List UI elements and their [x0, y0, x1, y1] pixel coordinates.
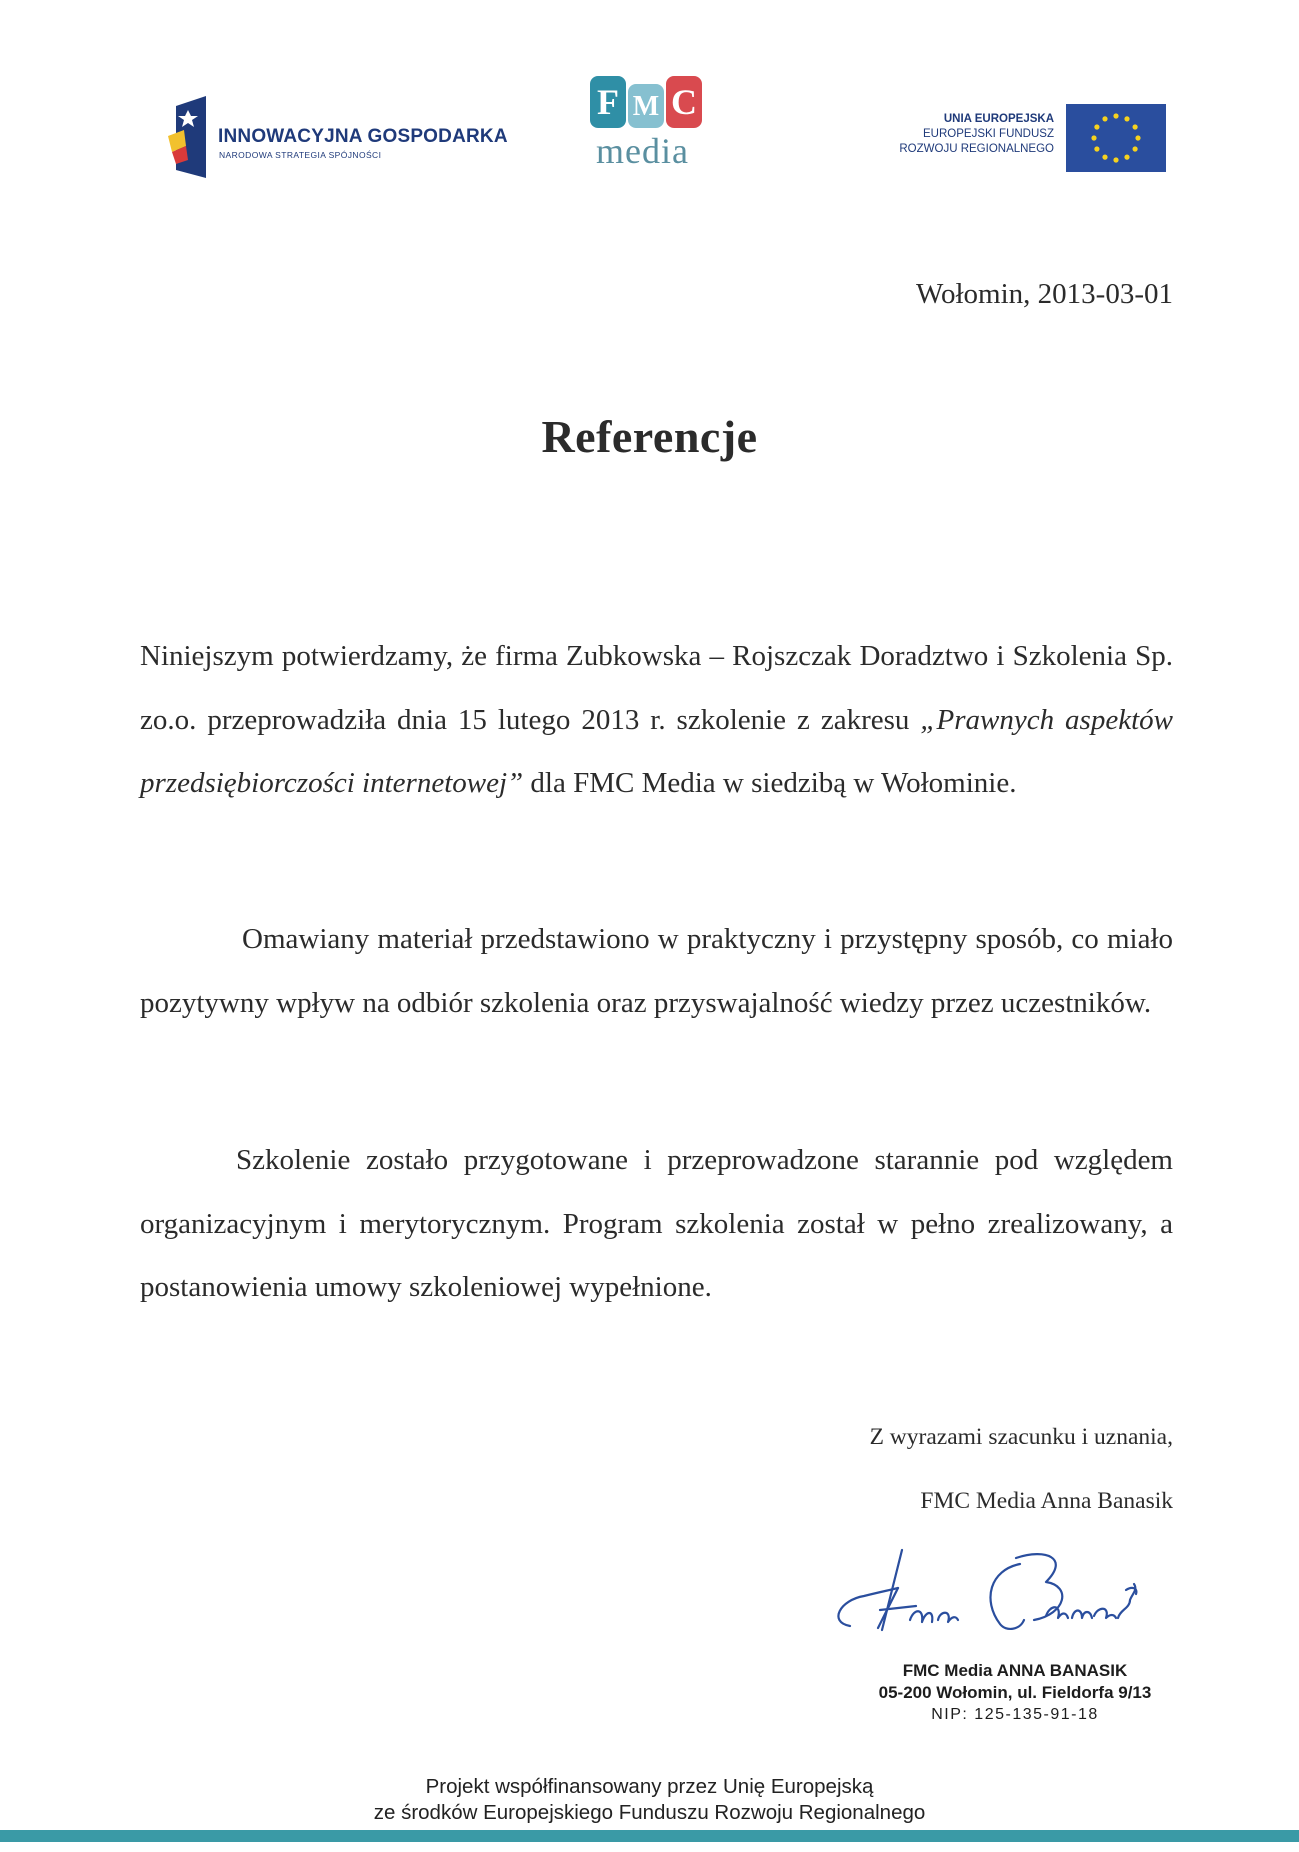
paragraph-1-part-b: dla FMC Media w siedzibą w Wołominie.	[523, 767, 1017, 799]
footer-note	[0, 1774, 1299, 1826]
eu-logo-line3: ROZWOJU REGIONALNEGO	[899, 143, 1054, 155]
eu-star-icon	[1094, 124, 1099, 129]
eu-star-icon	[1113, 157, 1118, 162]
eu-logo-line2: EUROPEJSKI FUNDUSZ	[923, 128, 1054, 140]
fmc-letter-c: C	[666, 76, 702, 128]
paragraph-1-part-a: Niniejszym potwierdzamy, że firma Zubkowska – Rojszczak Doradztwo i Szkolenia Sp. zo.o. przeprowadziła dnia 15 lutego 2013 r. szkolenie z zakresu	[140, 640, 1173, 736]
eu-star-icon	[1133, 146, 1138, 151]
eu-star-icon	[1113, 113, 1118, 118]
closing-line: Z wyrazami szacunku i uznania,	[869, 1424, 1173, 1450]
letter-title: Referencje	[541, 411, 758, 462]
letter-date: Wołomin, 2013-03-01	[915, 278, 1173, 310]
eu-star-icon	[1102, 155, 1107, 160]
eu-star-icon	[1094, 146, 1099, 151]
company-stamp	[840, 1660, 1190, 1726]
handwritten-signature	[820, 1530, 1150, 1640]
footer-line-1: Projekt współfinansowany przez Unię Europejską	[425, 1775, 874, 1798]
innowacyjna-gospodarka-logo	[168, 96, 508, 180]
fmc-letter-m: M	[628, 84, 664, 128]
eu-star-icon	[1091, 135, 1096, 140]
footer-bar	[0, 1830, 1299, 1842]
stamp-address: 05-200 Wołomin, ul. Fieldorfa 9/13	[878, 1683, 1152, 1702]
paragraph-1	[140, 625, 1173, 816]
eu-logo	[886, 104, 1166, 174]
company-name: FMC Media Anna Banasik	[920, 1488, 1173, 1514]
fmc-media-word: media	[596, 131, 689, 171]
stamp-company: FMC Media ANNA BANASIK	[902, 1661, 1128, 1680]
eu-logo-text	[899, 112, 1054, 157]
eu-logo-line1: UNIA EUROPEJSKA	[943, 113, 1054, 125]
eu-flag-icon	[1066, 104, 1166, 172]
eu-star-icon	[1135, 135, 1140, 140]
stamp-nip: NIP: 125-135-91-18	[931, 1706, 1099, 1723]
fmc-media-logo	[588, 76, 706, 176]
paragraph-2: Omawiany materiał przedstawiono w praktyczny i przystępny sposób, co miało pozytywny wpływ na odbiór szkolenia oraz przyswajalność wiedzy przez uczestników.	[140, 923, 1173, 1019]
innowacyjna-gospodarka-subtitle: NARODOWA STRATEGIA SPÓJNOŚCI	[219, 150, 382, 160]
eu-star-icon	[1102, 116, 1107, 121]
paragraph-3: Szkolenie zostało przygotowane i przeprowadzone starannie pod względem organizacyjnym i merytorycznym. Program szkolenia został w pełno zrealizowany, a postanowienia umowy szkoleniowej wypełnione.	[140, 1144, 1173, 1303]
eu-star-icon	[1133, 124, 1138, 129]
footer-line-2: ze środków Europejskiego Funduszu Rozwoju Regionalnego	[373, 1801, 926, 1824]
eu-star-icon	[1124, 116, 1129, 121]
innowacyjna-gospodarka-title: INNOWACYJNA GOSPODARKA	[218, 126, 508, 147]
innowacyjna-gospodarka-logo-icon	[168, 96, 206, 178]
fmc-letter-f: F	[590, 76, 626, 128]
training-topic: „Prawnych aspektów przedsiębiorczości internetowej”	[140, 703, 1173, 799]
eu-star-icon	[1124, 155, 1129, 160]
